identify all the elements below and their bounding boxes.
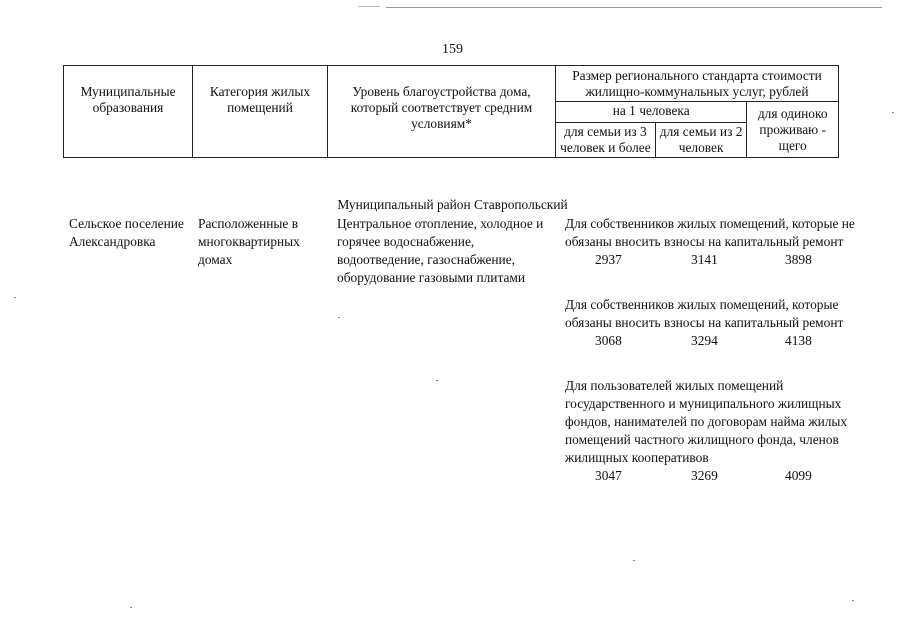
table-header [63,65,839,158]
value-family-2: 3294 [691,333,718,348]
scan-speck [130,607,132,608]
cost-block-owners-with-repair-fee [565,296,865,350]
cost-block-note: Для пользователей жилых помещений государственного и муниципального жилищных фондов, нанимателей по договорам найма жилых помещений частного жилищного фонда, членов жилищных кооперативов [565,378,848,465]
district-title: Муниципальный район Ставропольский [337,197,568,212]
scan-speck [338,317,340,318]
value-family-2: 3269 [691,468,718,483]
scan-speck [852,600,854,601]
scan-speck [633,560,635,561]
header-family-2: для семьи из 2 человек [655,123,747,158]
header-category: Категория жилых помещений [193,66,328,158]
scan-artifact-line [386,7,882,8]
cost-block-note: Для собственников жилых помещений, которые обязаны вносить взносы на капитальный ремонт [565,297,844,330]
header-single: для одиноко проживаю - щего [747,102,839,158]
cost-values-row [565,251,865,269]
value-single: 4099 [785,468,812,483]
value-single: 3898 [785,252,812,267]
value-single: 4138 [785,333,812,348]
row-amenity-level: Центральное отопление, холодное и горячее водоснабжение, водоотведение, газоснабжение, оборудование газовыми плитами [337,216,544,285]
scan-speck [14,297,16,298]
value-family-3plus: 2937 [595,252,622,267]
header-standard-size: Размер регионального стандарта стоимости жилищно-коммунальных услуг, рублей [556,66,839,102]
header-per-person: на 1 человека [556,102,747,123]
scan-speck [892,112,894,113]
header-family-3plus: для семьи из 3 человек и более [556,123,656,158]
cost-values-row [565,332,865,350]
cost-block-tenants [565,377,865,485]
page-number: 159 [442,42,463,57]
cost-block-note: Для собственников жилых помещений, которые не обязаны вносить взносы на капитальный ремонт [565,216,855,249]
value-family-3plus: 3068 [595,333,622,348]
cost-values-row [565,467,865,485]
cost-block-owners-no-repair-fee [565,215,865,269]
header-amenity-level: Уровень благоустройства дома, который соответствует средним условиям* [328,66,556,158]
row-category: Расположенные в многоквартирных домах [198,216,300,267]
value-family-2: 3141 [691,252,718,267]
scan-artifact-line [358,6,380,7]
scan-speck [436,380,438,381]
value-family-3plus: 3047 [595,468,622,483]
header-municipality: Муниципальные образования [64,66,193,158]
row-municipality: Сельское поселение Александровка [69,216,184,249]
